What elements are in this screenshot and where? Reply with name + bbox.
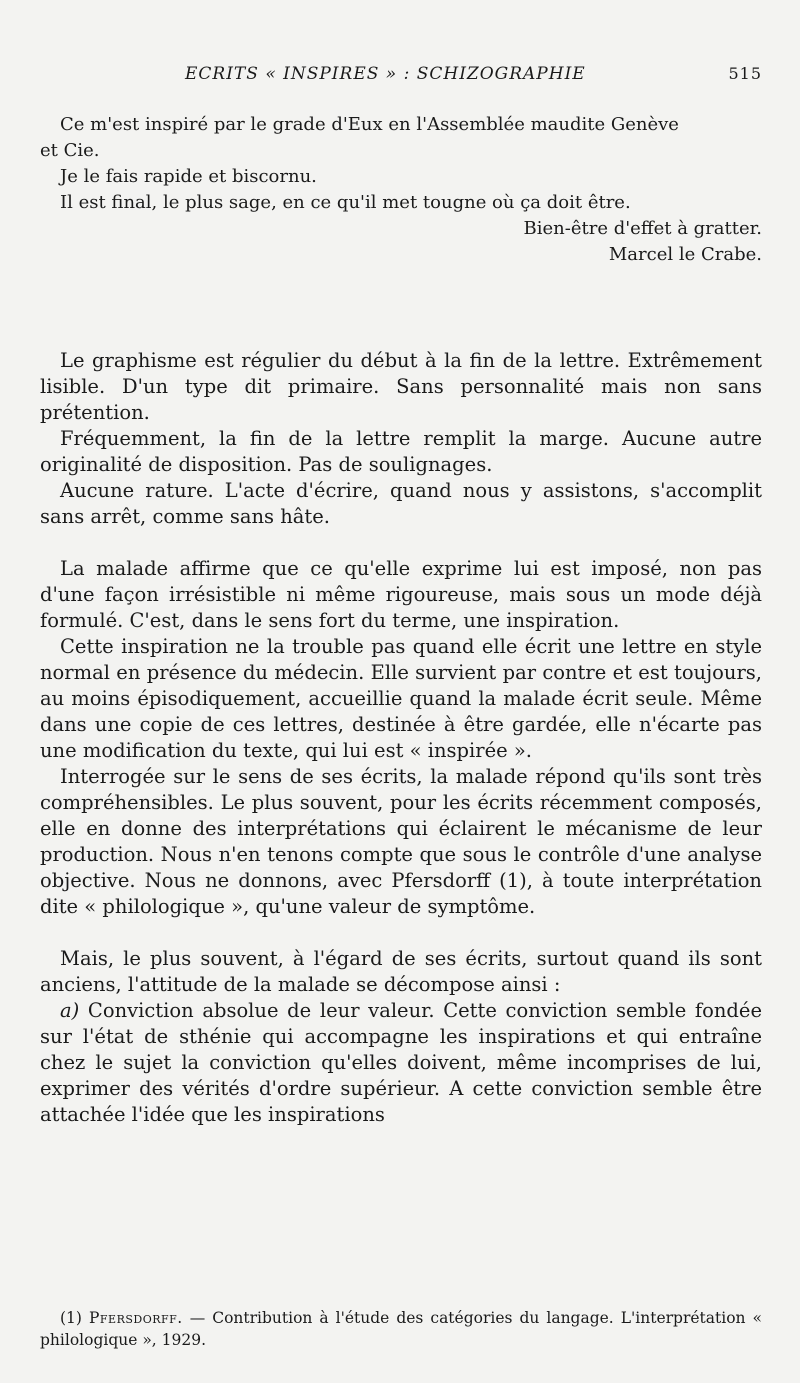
- paragraph: Cette inspiration ne la trouble pas quand elle écrit une lettre en style normal en présence du médecin. Elle survient par contre et est toujours, au moins épisodiquement, accueillie quand la malade écrit seule. Même dans une copie de ces lettres, destinée à être gardée, elle n'écarte pas une modification du texte, qui lui est « inspirée ».: [40, 635, 762, 762]
- letter-line: Je le fais rapide et biscornu.: [60, 166, 317, 187]
- letter-signature-name: Marcel le Crabe.: [608, 244, 762, 265]
- footnote-text: — Contribution à l'étude des catégories du langage. L'interprétation « philologique », 1929.: [40, 1309, 762, 1349]
- paragraph: Le graphisme est régulier du début à la fin de la lettre. Extrêmement lisible. D'un type dit primaire. Sans personnalité mais non sans prétention.: [40, 349, 762, 424]
- list-item-text: Conviction absolue de leur valeur. Cette conviction semble fondée sur l'état de sthénie qui accompagne les inspirations et qui entraîne chez le sujet la conviction qu'elles doivent, même incomprises de lui, exprimer des vérités d'ordre supérieur. A cette conviction semble être attachée l'idée que les inspirations: [40, 999, 762, 1126]
- page-number: 515: [728, 64, 762, 83]
- quoted-letter: [40, 112, 762, 268]
- running-title: ECRITS « INSPIRES » : SCHIZOGRAPHIE: [185, 64, 586, 84]
- paragraph: Mais, le plus souvent, à l'égard de ses écrits, surtout quand ils sont anciens, l'attitude de la malade se décompose ainsi :: [40, 947, 762, 996]
- footnote-entry: [40, 1307, 762, 1351]
- letter-line: Il est final, le plus sage, en ce qu'il met tougne où ça doit être.: [60, 192, 631, 213]
- list-item-a: [40, 998, 762, 1128]
- letter-line: Ce m'est inspiré par le grade d'Eux en l'Assemblée maudite Genève: [60, 114, 679, 135]
- footnote-marker: (1): [60, 1309, 82, 1327]
- paragraph: Aucune rature. L'acte d'écrire, quand nous y assistons, s'accomplit sans arrêt, comme sans hâte.: [40, 479, 762, 528]
- footnote: [40, 1307, 762, 1351]
- paragraph: Fréquemment, la fin de la lettre remplit la marge. Aucune autre originalité de disposition. Pas de soulignages.: [40, 427, 762, 476]
- letter-line: et Cie.: [40, 140, 100, 161]
- body-text: [40, 348, 762, 1128]
- document-page: [40, 0, 762, 1383]
- paragraph: Interrogée sur le sens de ses écrits, la malade répond qu'ils sont très compréhensibles. Le plus souvent, pour les écrits récemment composés, elle en donne des interprétations qui éclairent le mécanisme de leur production. Nous n'en tenons compte que sous le contrôle d'une analyse objective. Nous ne donnons, avec Pfersdorff (1), à toute interprétation dite « philologique », qu'une valeur de symptôme.: [40, 765, 762, 918]
- paragraph: La malade affirme que ce qu'elle exprime lui est imposé, non pas d'une façon irrésistible ni même rigoureuse, mais sous un mode déjà formulé. C'est, dans le sens fort du terme, une inspiration.: [40, 557, 762, 632]
- footnote-author: Pfersdorff.: [88, 1309, 183, 1327]
- running-header: [40, 64, 762, 88]
- list-item-label: a): [60, 999, 80, 1022]
- letter-signature-line: Bien-être d'effet à gratter.: [523, 218, 762, 239]
